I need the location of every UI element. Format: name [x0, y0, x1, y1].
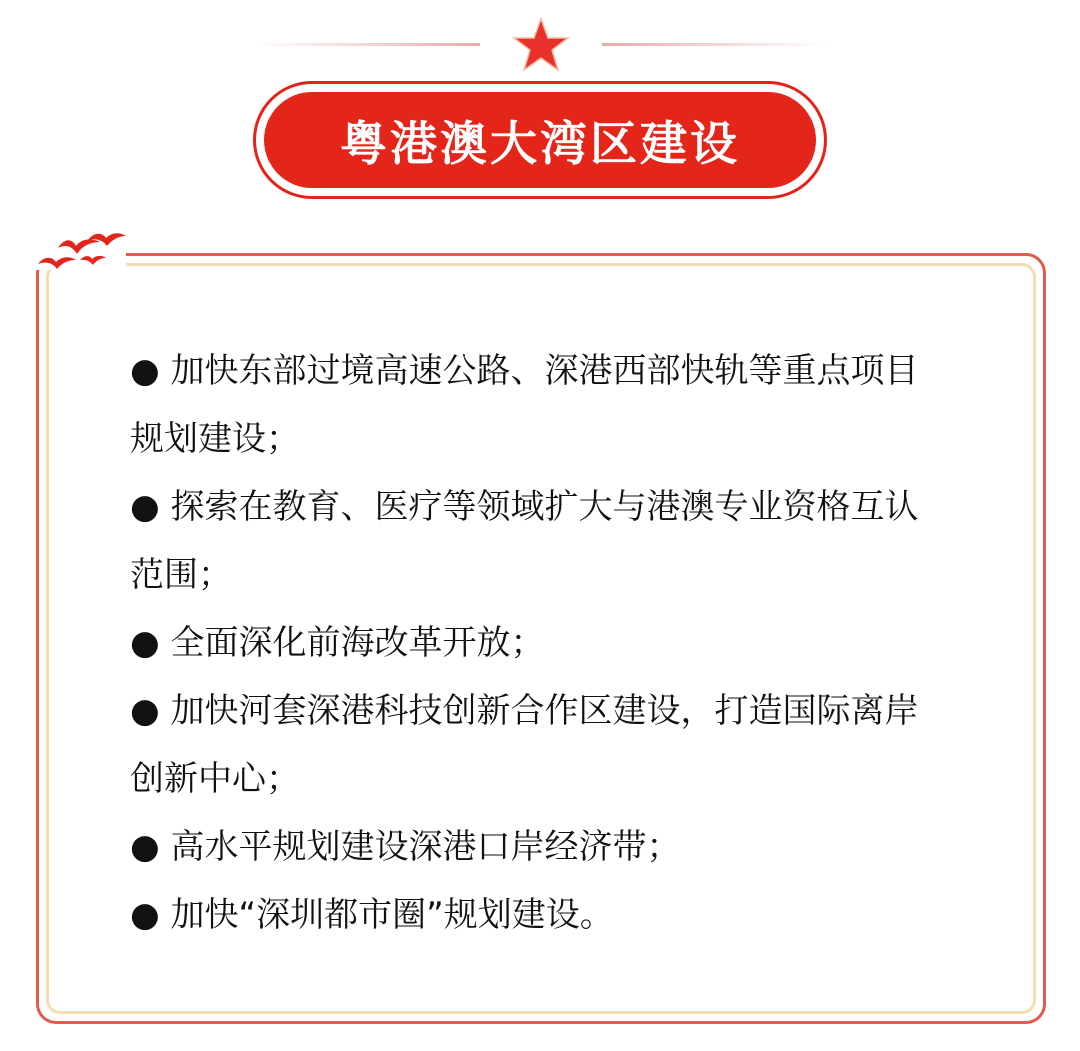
page-title: 粤港澳大湾区建设	[340, 116, 740, 172]
list-line: ● 高水平规划建设深港口岸经济带；	[130, 827, 681, 867]
left-divider-line	[254, 43, 480, 46]
list-line: 规划建设；	[130, 419, 300, 459]
list-line: ● 加快河套深港科技创新合作区建设，打造国际离岸	[130, 691, 919, 731]
list-line: ● 全面深化前海改革开放；	[130, 623, 545, 663]
birds-icon	[30, 226, 130, 282]
list-line: ● 探索在教育、医疗等领域扩大与港澳专业资格互认	[130, 487, 919, 527]
star-icon	[511, 17, 571, 73]
content-list	[130, 337, 1030, 949]
list-line: 范围；	[130, 555, 232, 595]
right-divider-line	[602, 43, 828, 46]
list-line: ● 加快“深圳都市圈”规划建设。	[130, 895, 614, 935]
list-line: ● 加快东部过境高速公路、深港西部快轨等重点项目	[130, 351, 919, 391]
title-badge	[264, 92, 816, 188]
list-line: 创新中心；	[130, 759, 300, 799]
